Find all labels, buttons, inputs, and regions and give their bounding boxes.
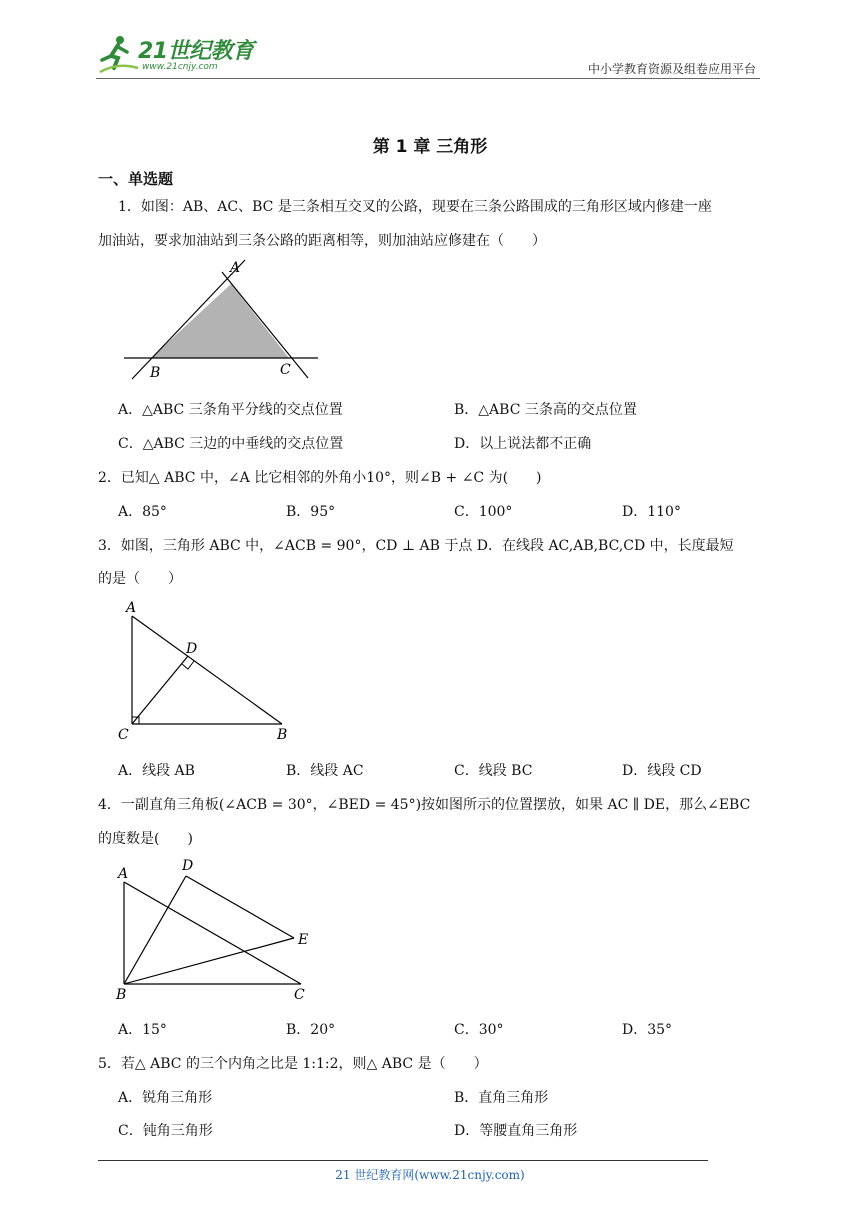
segment-de xyxy=(186,876,294,938)
question-1-option-a[interactable]: A．△ABC 三条角平分线的交点位置 xyxy=(118,402,343,418)
right-angle-d xyxy=(182,661,194,669)
question-3-option-b[interactable]: B．线段 AC xyxy=(286,763,364,779)
header-platform-text: 中小学教育资源及组卷应用平台 xyxy=(587,62,756,76)
question-5-option-b[interactable]: B．直角三角形 xyxy=(454,1090,549,1106)
question-2-option-c[interactable]: C．100° xyxy=(454,504,513,520)
page-title: 第 1 章 三角形 xyxy=(372,137,488,157)
label-e: E xyxy=(298,932,309,948)
section-heading: 一、单选题 xyxy=(98,170,174,188)
question-3-figure xyxy=(114,598,304,744)
question-3-option-c[interactable]: C．线段 BC xyxy=(454,763,533,779)
label-a: A xyxy=(118,866,129,882)
question-1-option-b[interactable]: B．△ABC 三条高的交点位置 xyxy=(454,402,637,418)
question-3-line-1: 3．如图，三角形 ABC 中，∠ACB = 90°，CD ⊥ AB 于点 D．在线段 AC,AB,BC,CD 中，长度最短 xyxy=(98,538,734,554)
question-1-line-1: 1．如图：AB、AC、BC 是三条相互交叉的公路，现要在三条公路围成的三角形区域内修建一座 xyxy=(118,199,712,215)
question-4-line-1: 4．一副直角三角板(∠ACB = 30°，∠BED = 45°)按如图所示的位置摆放，如果 AC ∥ DE，那么∠EBC xyxy=(98,797,751,813)
page-header xyxy=(96,30,760,80)
label-d: D xyxy=(186,641,198,657)
label-c: C xyxy=(294,987,305,1003)
question-4-option-d[interactable]: D．35° xyxy=(622,1022,673,1038)
question-3-option-a[interactable]: A．线段 AB xyxy=(118,763,195,779)
question-2-option-a[interactable]: A．85° xyxy=(118,504,167,520)
question-3-line-2: 的是（ ） xyxy=(98,571,182,587)
question-1-figure xyxy=(118,256,328,386)
question-3-option-d[interactable]: D．线段 CD xyxy=(622,763,702,779)
question-2-line-1: 2．已知△ ABC 中，∠A 比它相邻的外角小10°，则∠B + ∠C 为( ) xyxy=(98,470,542,486)
question-1-option-c[interactable]: C．△ABC 三边的中垂线的交点位置 xyxy=(118,436,344,452)
segment-cd xyxy=(132,656,188,724)
logo-text: 21世纪教育 xyxy=(138,39,254,64)
segment-be xyxy=(124,938,294,984)
question-2-option-b[interactable]: B．95° xyxy=(286,504,336,520)
segment-ac xyxy=(124,882,301,984)
question-4-option-c[interactable]: C．30° xyxy=(454,1022,504,1038)
footer-link[interactable]: 21 世纪教育网(www.21cnjy.com) xyxy=(335,1168,525,1182)
runner-logo-icon xyxy=(96,32,140,76)
question-4-option-a[interactable]: A．15° xyxy=(118,1022,167,1038)
footer-divider xyxy=(98,1160,708,1161)
question-4-option-b[interactable]: B．20° xyxy=(286,1022,336,1038)
question-1-option-d[interactable]: D．以上说法都不正确 xyxy=(454,436,592,452)
label-b: B xyxy=(150,365,161,381)
logo-url: www.21cnjy.com xyxy=(142,62,218,72)
question-2-option-d[interactable]: D．110° xyxy=(622,504,681,520)
question-5-line-1: 5．若△ ABC 的三个内角之比是 1:1:2，则△ ABC 是（ ） xyxy=(98,1056,488,1072)
label-a: A xyxy=(126,600,137,616)
segment-bd xyxy=(124,876,186,984)
question-5-option-a[interactable]: A．锐角三角形 xyxy=(118,1090,213,1106)
label-b: B xyxy=(277,727,288,743)
segment-ab xyxy=(132,616,282,724)
label-b: B xyxy=(116,987,127,1003)
question-5-option-c[interactable]: C．钝角三角形 xyxy=(118,1123,213,1139)
label-c: C xyxy=(118,727,129,743)
label-d: D xyxy=(182,858,194,874)
question-4-figure xyxy=(112,854,322,1004)
header-divider xyxy=(96,78,760,79)
label-a: A xyxy=(230,260,241,276)
logo xyxy=(96,32,256,76)
label-c: C xyxy=(280,362,291,378)
question-4-line-2: 的度数是( ) xyxy=(98,831,193,847)
question-5-option-d[interactable]: D．等腰直角三角形 xyxy=(454,1123,578,1139)
question-1-line-2: 加油站，要求加油站到三条公路的距离相等，则加油站应修建在（ ） xyxy=(98,233,546,249)
shaded-triangle xyxy=(151,284,289,358)
